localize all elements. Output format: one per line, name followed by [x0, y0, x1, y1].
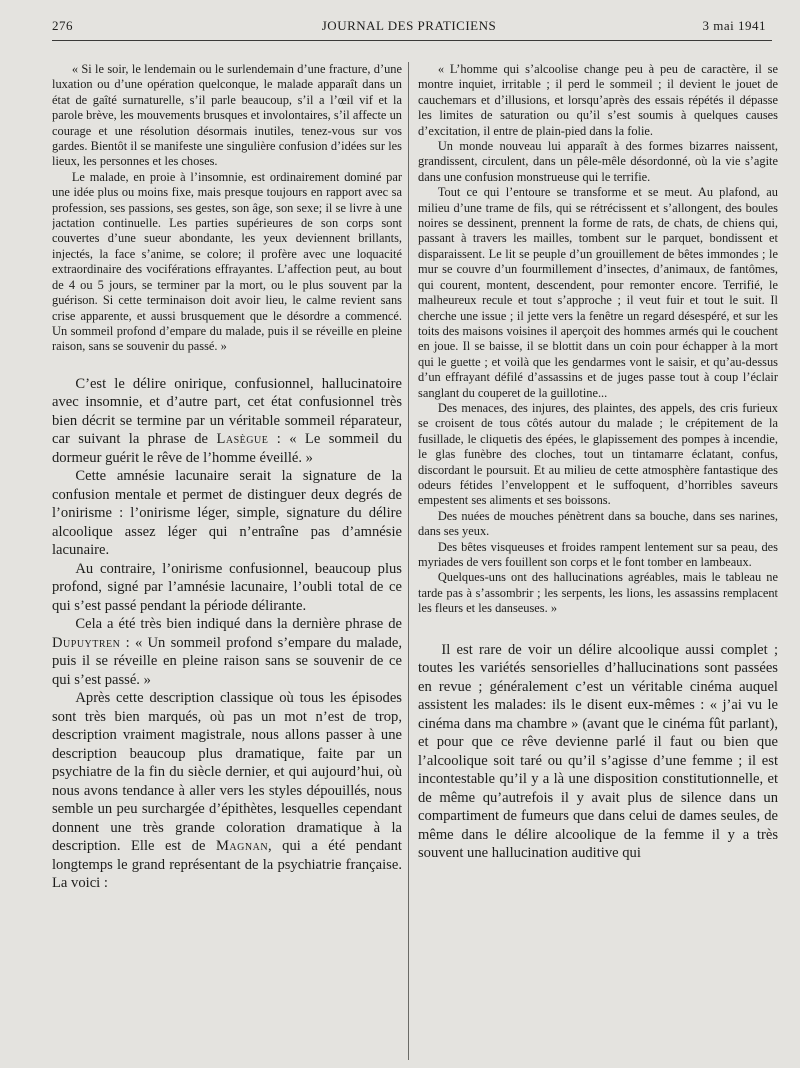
author-name-lasegue: Lasègue: [216, 431, 269, 448]
dupuytren-quote-paragraph-2: Le malade, en proie à l’insomnie, est ordinairement dominé par une idée plus ou moins fixe, mais presque toujours en rapport avec sa profession, ses passions, ses gestes, son âge, son sexe; il se livre à une jactation continuelle. Les parties supérieures de son corps sont couvertes d’une sueur abondante, les yeux deviennent brillants, injectés, la face s’anime, se colore; il profère avec une loquacité extraordinaire des vociférations effrayantes. L’affection peut, au bout de 4 ou 5 jours, se terminer par la mort, ou le plus souvent par la guérison. Si cette terminaison doit avoir lieu, le calme revient sans crise apparente, et aussi brusquement que le désordre a commencé. Un sommeil profond d’empare du malade, puis il se réveille en pleine raison, sans se souvenir du passé. »: [52, 169, 402, 354]
body-paragraph-lasegue: [52, 375, 402, 468]
author-name-magnan: Magnan: [215, 838, 269, 855]
text-span: : « Le sommeil du dormeur guérit le rêve de l’homme éveillé. »: [52, 431, 402, 466]
text-span: Après cette description classique où tous les épisodes sont très bien marqués, où pas un mot n’est de trop, description vraiment magistrale, nous allons passer à une description beaucoup plus dramatique, faite par un psychiatre de la fin du siècle dernier, et qui aujourd’hui, où nous avons tendance à aller vers les styles dépouillés, nous semble un peu surchargée d’épithètes, lesquelles cependant donnent une très grande coloration dramatique à la description. Elle est de: [52, 690, 402, 855]
magnan-quote-paragraph-3: Tout ce qui l’entoure se transforme et se meut. Au plafond, au milieu d’une trame de fils, qui se rétrécissent et s’allongent, des boules noires se dessinent, prennent la forme de rats, de chats, de chiens qui, passant à travers les mailles, tombent sur le parquet, bondissent et disparaissent. Le lit se peuple d’un grouillement de bêtes immondes ; le mur se couvre d’un fourmillement d’insectes, d’animaux, de fantômes, qui courent, montent, descendent, pour remonter encore. Terrifié, le malheureux recule et tout s’approche ; il veut fuir et tout le suit. Il cherche une issue ; il jette vers la fenêtre un regard désespéré, et sur les toits des maisons voisines il aperçoit des hommes armés qui le couchent en joue. Il se baisse, il se blottit dans un coin pour échapper à la mort qui le guette ; et voilà que les gendarmes vont le saisir, et qu’au-dessus d’un effrayant défilé d’assassins et de juges passe tout à coup l’éclair sanglant du couperet de la guillotine...: [418, 185, 778, 400]
text-span: Cela a été très bien indiqué dans la dernière phrase de: [75, 616, 402, 633]
author-name-dupuytren: Dupuytren: [52, 634, 121, 651]
page-number: 276: [52, 18, 73, 33]
dupuytren-quote-paragraph-1: « Si le soir, le lendemain ou le surlendemain d’une fracture, d’une luxation ou d’une opération quelconque, le malade apparaît dans un état de gaîté surnaturelle, s’il parle beaucoup, s’il a l’œil vif et la parole brève, les mouvements brusques et involontaires, s’il affecte un courage et une résolution désormais inutiles, tenez-vous sur vos gardes. Bientôt il se manifeste une singulière confusion d’idées sur les lieux, les personnes et les choses.: [52, 62, 402, 169]
spacer: [52, 355, 402, 375]
magnan-quote-paragraph-1: « L’homme qui s’alcoolise change peu à peu de caractère, il se montre inquiet, irritable ; il perd le sommeil ; il devient le jouet de cauchemars et d’illusions, et lorsqu’après des essais répétés il dépasse les limites de saturation ou qu’il s’est soumis à quelques causes d’excitation, il entre de plain-pied dans la folie.: [418, 62, 778, 138]
body-paragraph-onirisme: Au contraire, l’onirisme confusionnel, beaucoup plus profond, signé par l’amnésie lacunaire, l’oubli total de ce qui s’est passé pendant la période délirante.: [52, 560, 402, 614]
magnan-quote-paragraph-6: Des bêtes visqueuses et froides rampent lentement sur sa peau, des myriades de vers fouillent son corps et le font tomber en lambeaux.: [418, 539, 778, 569]
journal-title: JOURNAL DES PRATICIENS: [321, 18, 497, 33]
magnan-quote-paragraph-4: Des menaces, des injures, des plaintes, des appels, des cris furieux se croisent de tous côtés autour du malade ; le crépitement de la fusillade, le cliquetis des épées, le glapissement des pompes à incendie, le glas funèbre des cloches, tout un tintamarre éclatant, confus, discordant le poursuit. Et au milieu de cette atmosphère fantastique des odeurs fétides l’enveloppent et le suffoquent, d’horribles saveurs empestent ses aliments et ses boissons.: [418, 400, 778, 508]
text-span: C’est le délire onirique, confusionnel, hallucinatoire avec insomnie, et d’autre part, cet état confusionnel très bien décrit se termine par un véritable sommeil réparateur, car suivant la phrase de: [52, 375, 402, 448]
magnan-quote-paragraph-5: Des nuées de mouches pénètrent dans sa bouche, dans ses narines, dans ses yeux.: [418, 508, 778, 539]
body-paragraph-magnan: [52, 689, 402, 893]
header-rule: [52, 40, 772, 41]
magnan-quote-paragraph-7: Quelques-uns ont des hallucinations agréables, mais le tableau ne tarde pas à s’assombrir ; les serpents, les lions, les assassins remplacent les fleurs et les danseuses. »: [418, 570, 778, 616]
magnan-quote-paragraph-2: Un monde nouveau lui apparaît à des formes bizarres naissent, grandissent, circulent, dans un pêle-mêle désordonné, où la vie s’agite dans une confusion monstrueuse qui le terrifie.: [418, 139, 778, 184]
text-span: : « Un sommeil profond s’empare du malade, puis il se réveille en pleine raison sans se souvenir de ce qui s’est passé. »: [52, 634, 402, 688]
page-header: [52, 16, 766, 40]
spacer: [418, 617, 778, 641]
text-span: , qui a été pendant longtemps le grand représentant de la psychiatrie française. La voici :: [52, 838, 402, 892]
body-paragraph-cinema: Il est rare de voir un délire alcoolique aussi complet ; toutes les variétés sensorielles d’hallucinations sont passées en revue ; généralement c’est un véritable cinéma auquel assistent les malades: ils le disent eux-mêmes : « j’ai vu le cinéma dans ma chambre » (avant que le cinéma fût parlant), et pour que ce rêve devienne parlé il faut ou bien que l’alcoolique soit taré ou qu’il s’agisse d’une femme ; il est incontestable qu’il y a là une disposition constitutionnelle, et de même qu’autrefois il y avait plus de silence dans un compartiment de fumeurs que dans celui de dames seules, de même dans le délire alcoolique de la femme il y a très souvent une hallucination auditive qui: [418, 641, 778, 862]
left-column: [52, 62, 402, 893]
body-paragraph-amnesie: Cette amnésie lacunaire serait la signature de la confusion mentale et permet de distinguer deux degrés de l’onirisme : l’onirisme léger, simple, signature du délire alcoolique assez léger qui n’entraîne pas d’amnésie lacunaire.: [52, 468, 402, 559]
body-paragraph-dupuytren: [52, 615, 402, 689]
column-divider: [408, 62, 409, 1060]
issue-date: 3 mai 1941: [702, 18, 766, 33]
right-column: [418, 62, 778, 863]
